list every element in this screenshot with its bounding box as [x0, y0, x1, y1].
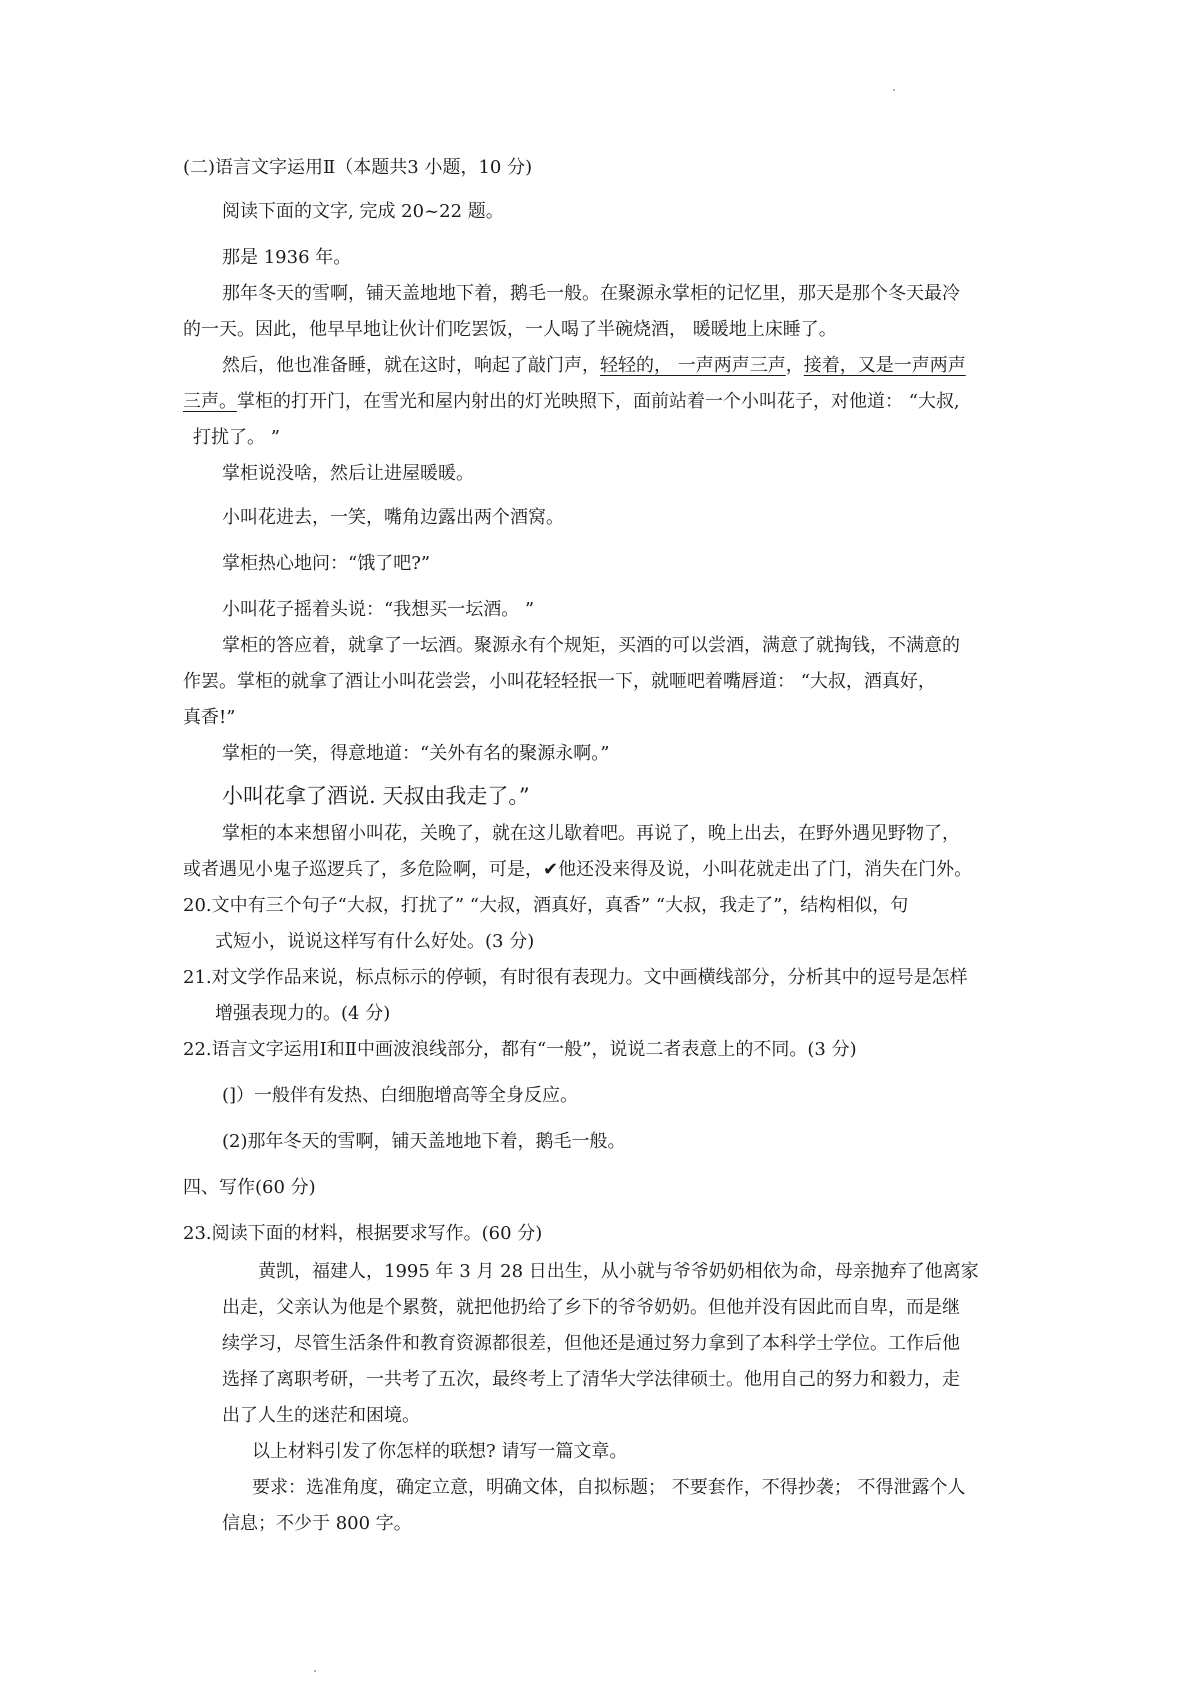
story-p9: 掌柜的一笑，得意地道：“关外有名的聚源永啊。” [222, 743, 610, 764]
section2-heading: (二)语言文字运用Ⅱ（本题共3 小题，10 分) [183, 157, 533, 178]
story-p2-line2: 的一天。因此，他早早地让伙计们吃罢饭，一人喝了半碗烧酒， 暖暖地上床睡了。 [183, 319, 837, 340]
story-p3-comma: ， [785, 355, 804, 376]
requirements-line1: 要求：选准角度，确定立意，明确文体，自拟标题； 不要套作，不得抄袭； 不得泄露个人 [252, 1477, 966, 1498]
underlined-phrase-1: 轻轻的， 一声两声三声 [600, 355, 786, 376]
story-p8-line1: 掌柜的答应着，就拿了一坛酒。聚源永有个规矩，买酒的可以尝酒，满意了就掏钱，不满意的 [222, 635, 960, 656]
question-21-line1: 21.对文学作品来说，标点标示的停顿，有时很有表现力。文中画横线部分，分析其中的逗号是怎样 [183, 967, 968, 988]
question-23: 23.阅读下面的材料，根据要求写作。(60 分) [183, 1223, 543, 1244]
story-p11-line1: 掌柜的本来想留小叫花，关晚了，就在这儿歇着吧。再说了，晚上出去，在野外遇见野物了， [222, 823, 960, 844]
question-20-line1: 20.文中有三个句子“大叔，打扰了” “大叔，酒真好，真香” “大叔，我走了”，结构相似，句 [183, 895, 909, 916]
question-22-item-2: (2)那年冬天的雪啊，铺天盖地地下着，鹅毛一般。 [222, 1131, 626, 1152]
section2-instruction: 阅读下面的文字, 完成 20~22 题。 [222, 201, 504, 222]
scan-speck [893, 89, 895, 91]
section4-heading: 四、写作(60 分) [183, 1177, 316, 1198]
story-p8-line2: 作罢。掌柜的就拿了酒让小叫花尝尝，小叫花轻轻抿一下，就咂吧着嘴唇道： “大叔，酒真好， [183, 671, 936, 692]
story-p4: 掌柜说没啥，然后让进屋暖暖。 [222, 463, 474, 484]
story-p3-line1 [222, 354, 966, 378]
scan-speck [314, 1670, 316, 1672]
story-p3-line2 [183, 390, 960, 414]
story-p1: 那是 1936 年。 [222, 247, 352, 268]
story-p11-line2: 或者遇见小鬼子巡逻兵了，多危险啊，可是，✔他还没来得及说，小叫花就走出了门，消失在门外。 [183, 859, 973, 880]
question-22: 22.语言文字运用Ⅰ和Ⅱ中画波浪线部分，都有“一般”，说说二者表意上的不同。(3 分) [183, 1039, 857, 1060]
question-20-line2: 式短小，说说这样写有什么好处。(3 分) [215, 931, 535, 952]
story-p3-text-b: 掌柜的打开门，在雪光和屋内射出的灯光映照下，面前站着一个小叫花子，对他道： “大叔, [237, 391, 960, 412]
underlined-phrase-3: 三声。 [183, 391, 237, 412]
requirements-line2: 信息；不少于 800 字。 [222, 1513, 412, 1534]
story-p6: 掌柜热心地问：“饿了吧?” [222, 553, 431, 574]
material-line3: 续学习，尽管生活条件和教育资源都很差，但他还是通过努力拿到了本科学士学位。工作后他 [222, 1333, 960, 1354]
writing-prompt: 以上材料引发了你怎样的联想? 请写一篇文章。 [252, 1441, 628, 1462]
story-p3-text-a: 然后，他也准备睡，就在这时，响起了敲门声， [222, 355, 600, 376]
story-p5: 小叫花进去，一笑，嘴角边露出两个酒窝。 [222, 507, 564, 528]
material-line5: 出了人生的迷茫和困境。 [222, 1405, 420, 1426]
material-line4: 选择了离职考研，一共考了五次，最终考上了清华大学法律硕士。他用自己的努力和毅力，走 [222, 1369, 960, 1390]
underlined-phrase-2: 接着，又是一声两声 [803, 355, 966, 376]
question-22-item-1: (]）一般伴有发热、白细胞增高等全身反应。 [222, 1085, 579, 1106]
material-line2: 出走，父亲认为他是个累赘，就把他扔给了乡下的爷爷奶奶。但他并没有因此而自卑，而是继 [222, 1297, 960, 1318]
story-p8-line3: 真香!” [183, 707, 236, 728]
story-p3-line3: 打扰了。 ” [193, 427, 280, 448]
material-line1: 黄凯，福建人，1995 年 3 月 28 日出生，从小就与爷爷奶奶相依为命，母亲抛弃了他离家 [258, 1261, 979, 1282]
story-p7: 小叫花子摇着头说：“我想买一坛酒。 ” [222, 599, 535, 620]
story-p2-line1: 那年冬天的雪啊，铺天盖地地下着，鹅毛一般。在聚源永掌柜的记忆里，那天是那个冬天最冷 [222, 283, 960, 304]
question-21-line2: 增强表现力的。(4 分) [215, 1003, 391, 1024]
story-p10: 小叫花拿了酒说. 天叔由我走了。” [222, 784, 530, 808]
